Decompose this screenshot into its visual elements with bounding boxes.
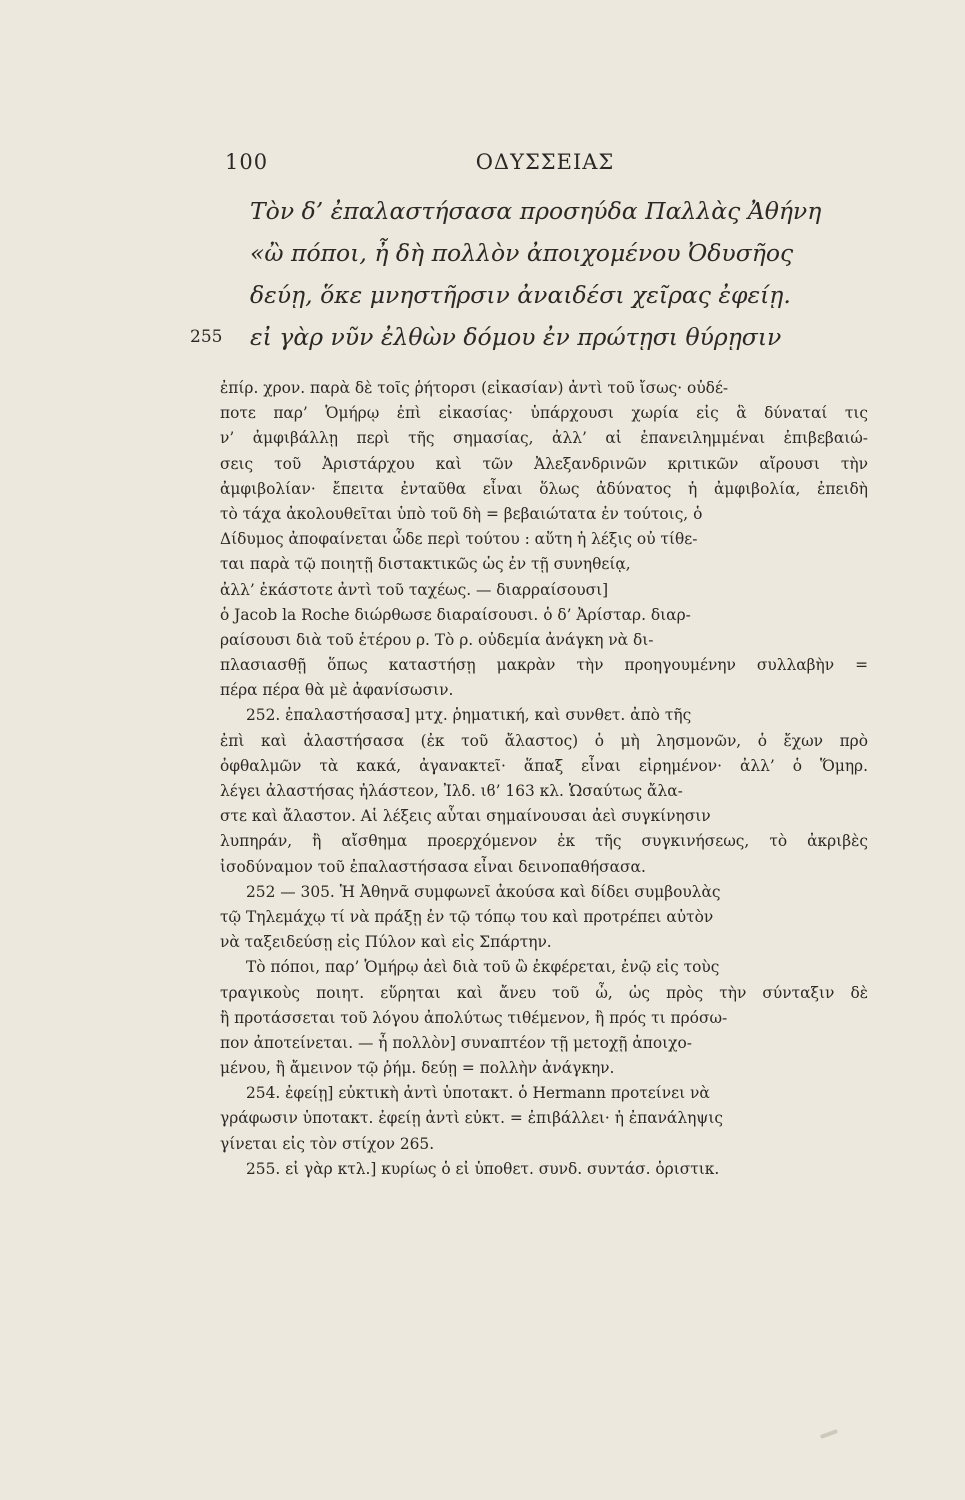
commentary-line: ται παρὰ τῷ ποιητῇ διστακτικῶς ὡς ἐν τῇ συνηθείᾳ,	[220, 555, 631, 574]
commentary-line: Δίδυμος ἀποφαίνεται ὧδε περὶ τούτου : αὕτη ἡ λέξις οὐ τίθε-	[220, 530, 698, 549]
commentary-line: ν’ ἀμφιβάλλῃ περὶ τῆς σημασίας, ἀλλ’ αἱ ἐπανειλημμέναι ἐπιβεβαιώ-	[220, 429, 868, 448]
commentary-line: στε καὶ ἄλαστον. Αἱ λέξεις αὗται σημαίνουσαι ἀεὶ συγκίνησιν	[220, 807, 711, 826]
verse-line	[190, 232, 870, 274]
commentary-line: ἐπὶ καὶ ἀλαστήσασα (ἐκ τοῦ ἄλαστος) ὁ μὴ λησμονῶν, ὁ ἔχων πρὸ	[220, 731, 868, 750]
commentary-line: σεις τοῦ Ἀριστάρχου καὶ τῶν Ἀλεξανδρινῶν κριτικῶν αἴρουσι τὴν	[220, 454, 868, 473]
commentary-line: ἀλλ’ ἑκάστοτε ἀντὶ τοῦ ταχέως. — διαρραίσουσι]	[220, 580, 609, 599]
verse-line	[190, 316, 870, 358]
page-header	[225, 150, 865, 184]
commentary-line: γίνεται εἰς τὸν στίχον 265.	[220, 1134, 435, 1153]
commentary-line: τῷ Τηλεμάχῳ τί νὰ πράξῃ ἐν τῷ τόπῳ του καὶ προτρέπει αὐτὸν	[220, 907, 714, 926]
commentary-line: λυπηράν, ἢ αἴσθημα προερχόμενον ἐκ τῆς συγκινήσεως, τὸ ἀκριβὲς	[220, 832, 868, 851]
verse-text: «ὢ πόποι, ἦ δὴ πολλὸν ἀποιχομένου Ὀδυσῆος	[250, 239, 794, 267]
commentary-line: νὰ ταξειδεύσῃ εἰς Πύλον καὶ εἰς Σπάρτην.	[220, 933, 552, 952]
verse-block	[190, 190, 870, 358]
commentary-line: πον ἀποτείνεται. — ἦ πολλὸν] συναπτέον τῇ μετοχῇ ἀποιχο-	[220, 1033, 692, 1052]
commentary-line: λέγει ἀλαστήσας ἠλάστεον, Ἰλδ. ιϐ’ 163 κλ. Ὡσαύτως ἄλα-	[220, 782, 683, 800]
commentary-line: ἐπίρ. χρον. παρὰ δὲ τοῖς ῥήτορσι (εἰκασίαν) ἀντὶ τοῦ ἴσως· οὐδέ-	[220, 379, 729, 397]
commentary-line: 254. ἐφείῃ] εὐκτικὴ ἀντὶ ὑποτακτ. ὁ Hermann προτείνει νὰ	[246, 1084, 710, 1103]
commentary-line: γράφωσιν ὑποτακτ. ἐφείῃ ἀντὶ εὐκτ. = ἐπιβάλλει· ἡ ἐπανάληψις	[220, 1109, 724, 1128]
commentary-line: ἢ προτάσσεται τοῦ λόγου ἀπολύτως τιθέμενον, ἢ πρός τι πρόσω-	[220, 1008, 728, 1027]
verse-line	[190, 190, 870, 232]
verse-line	[190, 274, 870, 316]
commentary-line: Τὸ πόποι, παρ’ Ὁμήρῳ ἀεὶ διὰ τοῦ ὢ ἐκφέρεται, ἐνῷ εἰς τοὺς	[246, 958, 720, 977]
commentary-line: ραίσουσι διὰ τοῦ ἑτέρου ρ. Τὸ ρ. οὐδεμία ἀνάγκη νὰ δι-	[220, 630, 654, 649]
verse-text: εἰ γὰρ νῦν ἐλθὼν δόμου ἐν πρώτῃσι θύρῃσιν	[250, 323, 782, 351]
commentary-line: ὁ Jacob la Roche διώρθωσε διαραίσουσι. ὁ δ’ Ἀρίσταρ. διαρ-	[220, 605, 691, 624]
commentary-line: ὀφθαλμῶν τὰ κακά, ἀγανακτεῖ· ἅπαξ εἶναι εἰρημένον· ἀλλ’ ὁ Ὅμηρ.	[220, 756, 868, 775]
commentary-line: ἀμφιβολίαν· ἔπειτα ἐνταῦθα εἶναι ὅλως ἀδύνατος ἡ ἀμφιβολία, ἐπειδὴ	[220, 479, 868, 498]
commentary-line: πλασιασθῇ ὅπως καταστήσῃ μακρὰν τὴν προηγουμένην συλλαβὴν =	[220, 656, 868, 675]
commentary-line: 252 — 305. Ἡ Ἀθηνᾶ συμφωνεῖ ἀκούσα καὶ δίδει συμβουλὰς	[246, 882, 721, 901]
commentary-line: 252. ἐπαλαστήσασα] μτχ. ῥηματική, καὶ συνθετ. ἀπὸ τῆς	[246, 706, 692, 725]
commentary-line: πέρα πέρα θὰ μὲ ἀφανίσωσιν.	[220, 681, 454, 700]
verse-text: Τὸν δ’ ἐπαλαστήσασα προσηύδα Παλλὰς Ἀθήνη	[250, 197, 822, 225]
page-number: 100	[225, 150, 269, 174]
commentary-line: ποτε παρ’ Ὁμήρῳ ἐπὶ εἰκασίας· ὑπάρχουσι χωρία εἰς ἃ δύναταί τις	[220, 404, 868, 423]
commentary-block	[220, 376, 868, 1182]
commentary-line: ἰσοδύναμον τοῦ ἐπαλαστήσασα εἶναι δεινοπαθήσασα.	[220, 857, 646, 876]
verse-text: δεύῃ, ὅκε μνηστῆρσιν ἀναιδέσι χεῖρας ἐφείῃ.	[250, 281, 791, 309]
paper-mark	[820, 1429, 838, 1439]
commentary-line: μένου, ἢ ἄμεινον τῷ ῥήμ. δεύῃ = πολλὴν ἀνάγκην.	[220, 1059, 615, 1078]
commentary-line: τραγικοὺς ποιητ. εὕρηται καὶ ἄνευ τοῦ ὦ, ὡς πρὸς τὴν σύνταξιν δὲ	[220, 983, 868, 1002]
commentary-line: τὸ τάχα ἀκολουθεῖται ὑπὸ τοῦ δὴ = βεβαιώτατα ἐν τούτοις, ὁ	[220, 504, 703, 523]
commentary-line: 255. εἰ γὰρ κτλ.] κυρίως ὁ εἰ ὑποθετ. συνδ. συντάσ. ὁριστικ.	[246, 1159, 720, 1178]
verse-number: 255	[190, 327, 223, 347]
running-title: ΟΔΥΣΣΕΙΑΣ	[475, 150, 615, 174]
